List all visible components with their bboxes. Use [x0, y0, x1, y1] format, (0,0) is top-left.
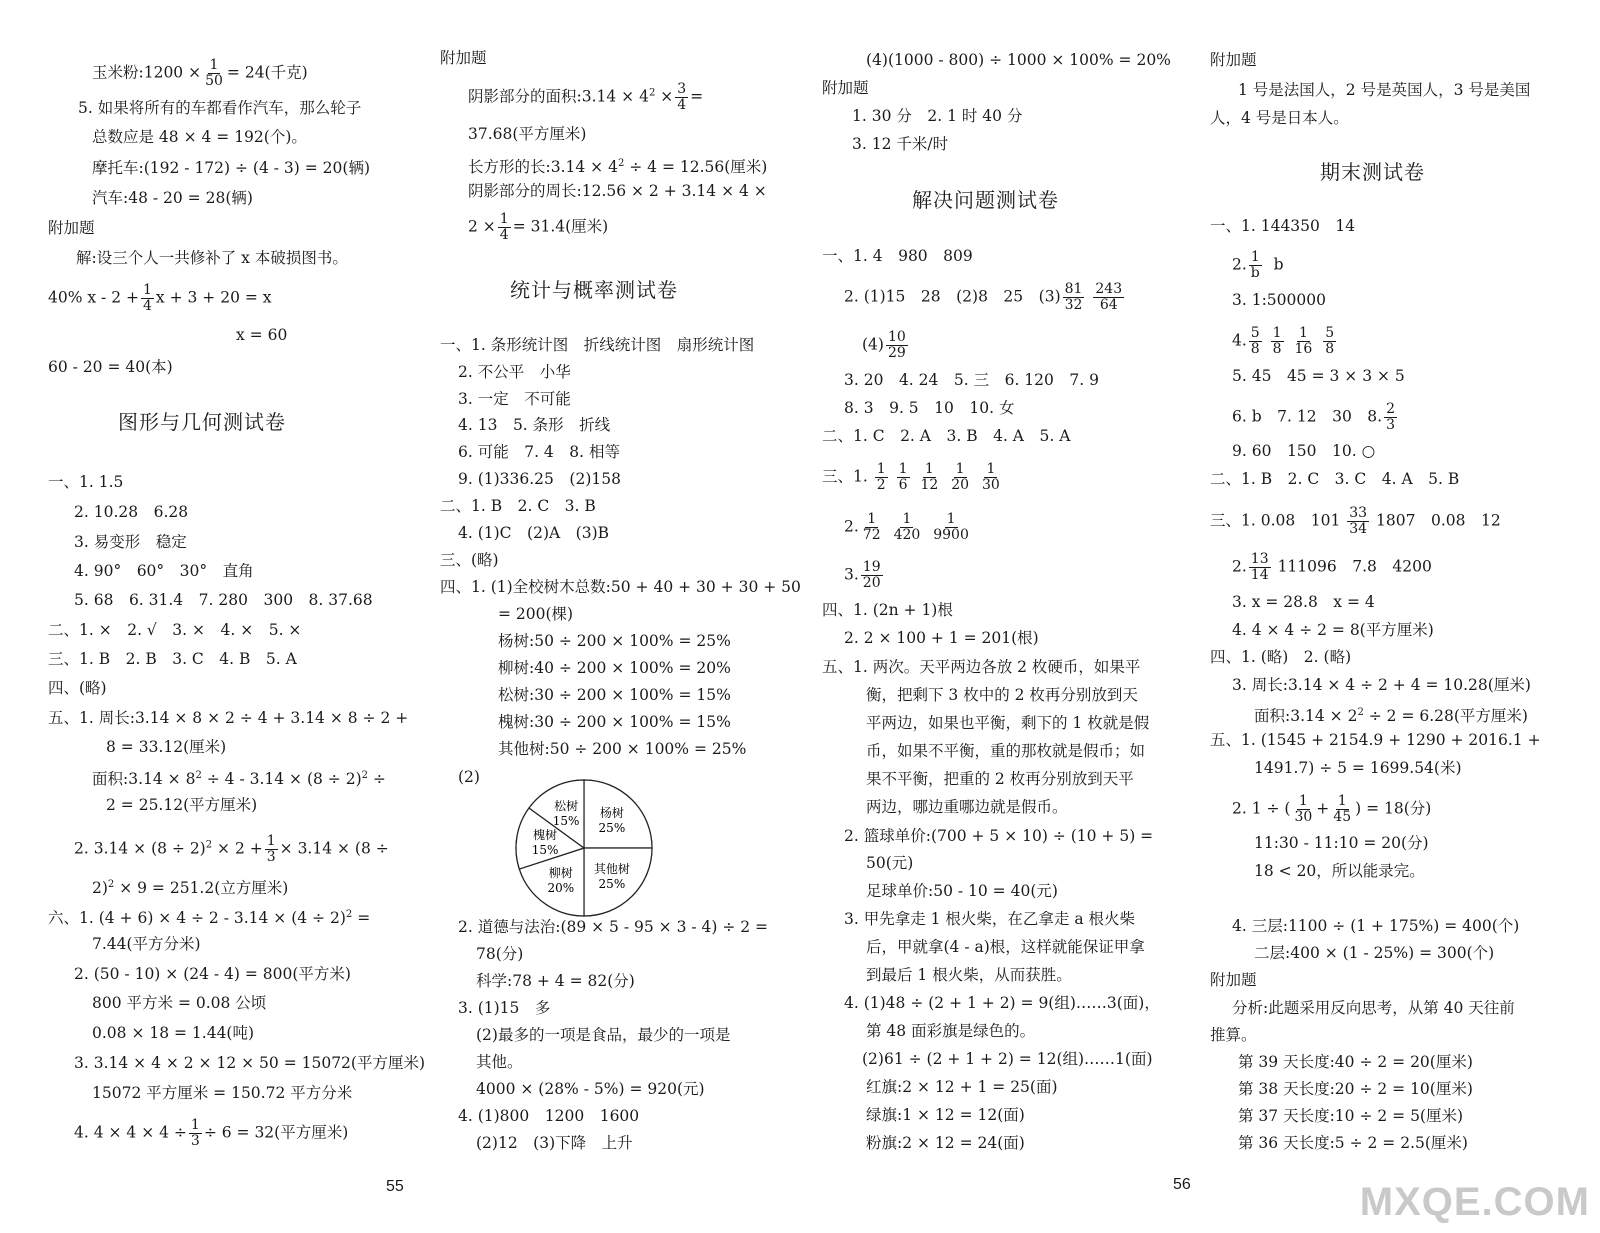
fraction: $\frac{3}{4}$: [677, 81, 687, 113]
text-line: 分析:此题采用反向思考，从第 40 天往前: [1232, 999, 1515, 1017]
text-line: 6. b 7. 12 30 8. $\frac{2}{3}$: [1232, 401, 1396, 433]
text-line: 2. 篮球单价:(700 + 5 × 10) ÷ (10 + 5) =: [844, 827, 1154, 845]
text-line: 2. $\frac{1}{b}$ b: [1232, 249, 1284, 281]
section-label: 附加题: [1210, 51, 1257, 69]
fraction: $\frac{1}{3}$: [266, 833, 276, 865]
text-line: 第 48 面彩旗是绿色的。: [866, 1022, 1036, 1040]
text-line: 2. 道德与法治:(89 × 5 - 95 × 3 - 4) ÷ 2 =: [458, 918, 769, 936]
text-line: 三、(略): [440, 551, 499, 569]
text-line: 六、1. $(4 + 6) \times 4 \div 2 - 3.14 \times (4 \div 2)^2$ =: [48, 909, 371, 928]
text-line: 三、1. $\frac{1}{2}$ $\frac{1}{6}$ $\frac{1}{12}$ $\frac{1}{20}$ $\frac{1}{30}$: [822, 461, 1000, 493]
fraction: $\frac{1}{9900}$: [933, 511, 969, 543]
pie-slice-name: 槐树: [533, 827, 558, 842]
text-line: 2. (1)15 28 (2)8 25 (3) $\frac{81}{32}$ $\frac{243}{64}$: [844, 281, 1123, 313]
fraction: $\frac{1}{72}$: [862, 511, 881, 543]
text-line: 60 - 20 = 40(本): [48, 358, 173, 376]
text-line: (2)最多的一项是食品，最少的一项是: [476, 1026, 731, 1044]
text-line: 四、1. (1)全校树木总数:50 + 40 + 30 + 30 + 50: [440, 578, 801, 596]
column-2: [440, 0, 800, 1233]
text-line: 松树:30 ÷ 200 × 100% = 15%: [498, 686, 731, 704]
page-number-left: 55: [386, 1178, 404, 1195]
text-line: 阴影部分的面积:3.14 × $4^2$ × $\frac{3}{4}$ =: [468, 81, 704, 113]
text-line: 一、1. 144350 14: [1210, 217, 1356, 235]
fraction: $\frac{10}{29}$: [887, 329, 906, 361]
page-number-right: 56: [1173, 1176, 1191, 1193]
fraction: $\frac{1}{3}$: [190, 1117, 200, 1149]
text-line: 5. 45 45 = 3 × 3 × 5: [1232, 367, 1405, 385]
fraction: $\frac{1}{6}$: [898, 461, 908, 493]
text-line: 五、1. 两次。天平两边各放 2 枚硬币，如果平: [822, 658, 1141, 676]
text-line: 2. $3.14 \times (8 \div 2)^2 \times 2$ + $\frac{1}{3}$ × 3.14 × (8 ÷: [74, 833, 389, 865]
text-line: 2. $\frac{13}{14}$ 111096 7.8 4200: [1232, 551, 1432, 583]
text-line: 第 36 天长度:5 ÷ 2 = 2.5(厘米): [1238, 1134, 1468, 1152]
text-line: 2. $\frac{1}{72}$ $\frac{1}{420}$ $\frac{1}{9900}$: [844, 511, 969, 543]
column-4: [1210, 0, 1570, 1233]
text-line: 币，如果不平衡，重的那枚就是假币；如: [866, 742, 1146, 760]
text-line: 37.68(平方厘米): [468, 125, 587, 143]
text-line: 第 39 天长度:40 ÷ 2 = 20(厘米): [1238, 1053, 1473, 1071]
text-line: 果不平衡，把重的 2 枚再分别放到天平: [866, 770, 1134, 788]
text-line: 4. 三层:1100 ÷ (1 + 175%) = 400(个): [1232, 917, 1520, 935]
text-line: 3. 一定 不可能: [458, 390, 571, 408]
text-line: (4)(1000 - 800) ÷ 1000 × 100% = 20%: [866, 51, 1171, 69]
fraction: $\frac{1}{4}$: [499, 211, 509, 243]
text-line: 足球单价:50 - 10 = 40(元): [866, 882, 1058, 900]
fraction: $\frac{1}{8}$: [1272, 325, 1282, 357]
text-line: 杨树:50 ÷ 200 × 100% = 25%: [498, 632, 731, 650]
fraction: $\frac{1}{30}$: [1294, 793, 1313, 825]
text-line: 78(分): [476, 945, 524, 963]
text-line: 第 37 天长度:10 ÷ 2 = 5(厘米): [1238, 1107, 1464, 1125]
fraction: $\frac{1}{420}$: [893, 511, 921, 543]
text-line: 4. 4 × 4 ÷ 2 = 8(平方厘米): [1232, 621, 1434, 639]
text-line: 7.44(平方分米): [92, 935, 201, 953]
text-line: 后，甲就拿(4 - a)根，这样就能保证甲拿: [866, 938, 1145, 956]
text-line: 二、1. B 2. C 3. C 4. A 5. B: [1210, 470, 1460, 488]
fraction: $\frac{5}{8}$: [1325, 325, 1335, 357]
text-line: 800 平方米 = 0.08 公顷: [92, 994, 267, 1012]
text-line: 二层:400 × (1 - 25%) = 300(个): [1254, 944, 1495, 962]
text-line: 4. 13 5. 条形 折线: [458, 416, 611, 434]
text-line: 五、1. 周长:3.14 × 8 × 2 ÷ 4 + 3.14 × 8 ÷ 2 +: [48, 709, 409, 727]
watermark: MXQE.COM: [1359, 1180, 1590, 1224]
text-line: 四、(略): [48, 679, 107, 697]
pie-slice-value: 20%: [547, 880, 575, 895]
section-label: 附加题: [440, 49, 487, 67]
column-1: [48, 0, 426, 1233]
text-line: 2. 2 × 100 + 1 = 201(根): [844, 629, 1039, 647]
text-line: 二、1. C 2. A 3. B 4. A 5. A: [822, 427, 1071, 445]
text-line: 长方形的长:3.14 × $4^2 \div 4 = 12.56$(厘米): [468, 158, 768, 177]
pie-slice-value: 25%: [598, 821, 626, 836]
text-line: 一、1. 条形统计图 折线统计图 扇形统计图: [440, 336, 755, 354]
text-line: 2 = 25.12(平方厘米): [106, 796, 258, 814]
text-line: 二、1. B 2. C 3. B: [440, 497, 596, 515]
text-line: 摩托车:(192 - 172) ÷ (4 - 3) = 20(辆): [92, 159, 370, 177]
text-line: 3. (1)15 多: [458, 999, 551, 1017]
text-line: 解:设三个人一共修补了 x 本破损图书。: [76, 249, 348, 267]
text-line: 四、1. (略) 2. (略): [1210, 648, 1352, 666]
fraction: $\frac{13}{14}$: [1250, 551, 1269, 583]
text-line: 其他树:50 ÷ 200 × 100% = 25%: [498, 740, 747, 758]
pie-slice-name: 其他树: [593, 861, 630, 876]
text-line: 3. $\frac{19}{20}$: [844, 559, 881, 591]
text-line: 汽车:48 - 20 = 28(辆): [92, 189, 253, 207]
text-line: 3. 1:500000: [1232, 291, 1326, 309]
text-line: 阴影部分的周长:12.56 × 2 + 3.14 × 4 ×: [468, 182, 767, 200]
text-line: 第 38 天长度:20 ÷ 2 = 10(厘米): [1238, 1080, 1473, 1098]
text-line: 4. $\frac{5}{8}$ $\frac{1}{8}$ $\frac{1}{16}$ $\frac{5}{8}$: [1232, 325, 1335, 357]
text-line: 5. 68 6. 31.4 7. 280 300 8. 37.68: [74, 591, 373, 609]
text-line: 18 < 20，所以能录完。: [1254, 862, 1425, 880]
text-line: (4) $\frac{10}{29}$: [862, 329, 906, 361]
text-line: 槐树:30 ÷ 200 × 100% = 15%: [498, 713, 731, 731]
text-line: 4. (1)C (2)A (3)B: [458, 524, 610, 542]
section-title: 统计与概率测试卷: [510, 278, 678, 302]
text-line: 1. 30 分 2. 1 时 40 分: [852, 107, 1023, 125]
fraction: $\frac{19}{20}$: [862, 559, 881, 591]
fraction: $\frac{1}{20}$: [951, 461, 970, 493]
fraction: $\frac{243}{64}$: [1095, 281, 1123, 313]
text-line: 3. 甲先拿走 1 根火柴，在乙拿走 a 根火柴: [844, 910, 1136, 928]
text-line: 2. (50 - 10) × (24 - 4) = 800(平方米): [74, 965, 351, 983]
column-3: [822, 0, 1182, 1233]
text-line: = 200(棵): [498, 605, 574, 623]
pie-slice-name: 杨树: [599, 806, 624, 821]
fraction: $\frac{5}{8}$: [1250, 325, 1260, 357]
text-line: 柳树:40 ÷ 200 × 100% = 20%: [498, 659, 731, 677]
text-line: 衡，把剩下 3 枚中的 2 枚再分别放到天: [866, 686, 1138, 704]
fraction: $\frac{1}{2}$: [876, 461, 886, 493]
text-line: 总数应是 48 × 4 = 192(个)。: [92, 128, 307, 146]
text-line: 五、1. (1545 + 2154.9 + 1290 + 2016.1 +: [1210, 731, 1541, 749]
text-line: 1 号是法国人，2 号是英国人，3 号是美国: [1238, 81, 1531, 99]
text-line: 面积:3.14 × $2^2 \div 2 = 6.28$(平方厘米): [1254, 707, 1528, 726]
text-line: 3. x = 28.8 x = 4: [1232, 593, 1375, 611]
text-line: 粉旗:2 × 12 = 24(面): [866, 1134, 1025, 1152]
text-line: 一、1. 4 980 809: [822, 247, 973, 265]
text-line: 2. 不公平 小华: [458, 363, 571, 381]
text-line: 8. 3 9. 5 10 10. 女: [844, 399, 1015, 417]
text-line: 15072 平方厘米 = 150.72 平方分米: [92, 1084, 353, 1102]
pie-slice-name: 柳树: [548, 865, 573, 880]
text-line: 0.08 × 18 = 1.44(吨): [92, 1024, 255, 1042]
text-line: 绿旗:1 × 12 = 12(面): [866, 1106, 1025, 1124]
text-line: 9. (1)336.25 (2)158: [458, 470, 621, 488]
text-line: (2)12 (3)下降 上升: [476, 1134, 633, 1152]
fraction: $\frac{1}{b}$: [1250, 249, 1260, 281]
text-line: 推算。: [1210, 1026, 1257, 1044]
text-line: 40% x - 2 + $\frac{1}{4}$ x + 3 + 20 = x: [48, 282, 272, 314]
text-line: (2)61 ÷ (2 + 1 + 2) = 12(组)……1(面): [862, 1050, 1153, 1068]
text-line: 3. 周长:3.14 × 4 ÷ 2 + 4 = 10.28(厘米): [1232, 676, 1531, 694]
text-line: 50(元): [866, 854, 914, 872]
text-line: 三、1. 0.08 101 $\frac{33}{34}$ 1807 0.08 12: [1210, 505, 1501, 537]
text-line: 平两边，如果也平衡，剩下的 1 枚就是假: [866, 714, 1150, 732]
fraction: $\frac{1}{30}$: [981, 461, 1000, 493]
text-line: 4. 90° 60° 30° 直角: [74, 562, 254, 580]
section-label: 附加题: [822, 79, 869, 97]
fraction: $\frac{1}{50}$: [205, 57, 223, 89]
text-line: 4. 4 × 4 × 4 ÷ $\frac{1}{3}$ ÷ 6 = 32(平方厘米): [74, 1117, 349, 1149]
pie-slice-value: 15%: [531, 842, 559, 857]
section-label: 附加题: [48, 219, 95, 237]
text-line: 玉米粉:1200 × $\frac{1}{50}$ = 24(千克): [92, 57, 308, 89]
text-line: x = 60: [236, 326, 288, 344]
text-line: 人，4 号是日本人。: [1210, 109, 1349, 127]
section-title: 图形与几何测试卷: [118, 410, 286, 434]
text-line: 一、1. 1.5: [48, 473, 124, 491]
section-title: 解决问题测试卷: [912, 188, 1059, 212]
text-line: 二、1. × 2. √ 3. × 4. × 5. ×: [48, 621, 302, 639]
text-line: 3. 3.14 × 4 × 2 × 12 × 50 = 15072(平方厘米): [74, 1054, 426, 1072]
text-line: 2. 10.28 6.28: [74, 503, 189, 521]
text-line: 其他。: [476, 1053, 523, 1071]
text-line: 4. (1)800 1200 1600: [458, 1107, 640, 1125]
fraction: $\frac{1}{4}$: [143, 282, 152, 314]
fraction: $\frac{1}{16}$: [1294, 325, 1313, 357]
text-line: 红旗:2 × 12 + 1 = 25(面): [866, 1078, 1058, 1096]
fraction: $\frac{1}{12}$: [920, 461, 939, 493]
text-line: 3. 20 4. 24 5. 三 6. 120 7. 9: [844, 371, 1099, 389]
text-line: 6. 可能 7. 4 8. 相等: [458, 443, 621, 461]
text-line: 3. 12 千米/时: [852, 135, 949, 153]
text-line: 两边，哪边重哪边就是假币。: [866, 798, 1068, 816]
text-line: 2. 1 ÷ ( $\frac{1}{30}$ + $\frac{1}{45}$ ) = 18(分): [1232, 793, 1432, 825]
text-line: 三、1. B 2. B 3. C 4. B 5. A: [48, 650, 297, 668]
text-line: 1491.7) ÷ 5 = 1699.54(米): [1254, 759, 1462, 777]
text-line: 面积:3.14 × $8^2 \div 4 - 3.14 \times (8 \div 2)^2$ ÷: [92, 770, 386, 789]
text-line: 2)$^2$ × 9 = 251.2(立方厘米): [92, 879, 289, 898]
text-line: 2 × $\frac{1}{4}$ = 31.4(厘米): [468, 211, 609, 243]
fraction: $\frac{33}{34}$: [1349, 505, 1368, 537]
pie-slice-value: 25%: [598, 876, 626, 891]
text-line: 到最后 1 根火柴，从而获胜。: [866, 966, 1072, 984]
pie-slice-name: 松树: [554, 798, 579, 813]
text-line: 4. (1)48 ÷ (2 + 1 + 2) = 9(组)……3(面)，: [844, 994, 1160, 1012]
text-line: 11:30 - 11:10 = 20(分): [1254, 834, 1429, 852]
text-line: 四、1. (2n + 1)根: [822, 601, 953, 619]
text-line: 4000 × (28% - 5%) = 920(元): [476, 1080, 705, 1098]
section-label: 附加题: [1210, 971, 1257, 989]
pie-chart: [504, 768, 664, 928]
text-line: 5. 如果将所有的车都看作汽车，那么轮子: [78, 99, 362, 117]
text-line: 9. 60 150 10. ○: [1232, 442, 1376, 460]
fraction: $\frac{1}{45}$: [1333, 793, 1352, 825]
fraction: $\frac{2}{3}$: [1386, 401, 1396, 433]
fraction: $\frac{81}{32}$: [1064, 281, 1083, 313]
pie-slice-value: 15%: [552, 813, 580, 828]
text-line: 科学:78 + 4 = 82(分): [476, 972, 635, 990]
text-line: 8 = 33.12(厘米): [106, 738, 227, 756]
section-title: 期末测试卷: [1320, 160, 1425, 184]
text-line: 3. 易变形 稳定: [74, 533, 187, 551]
text-line: (2): [458, 768, 480, 786]
